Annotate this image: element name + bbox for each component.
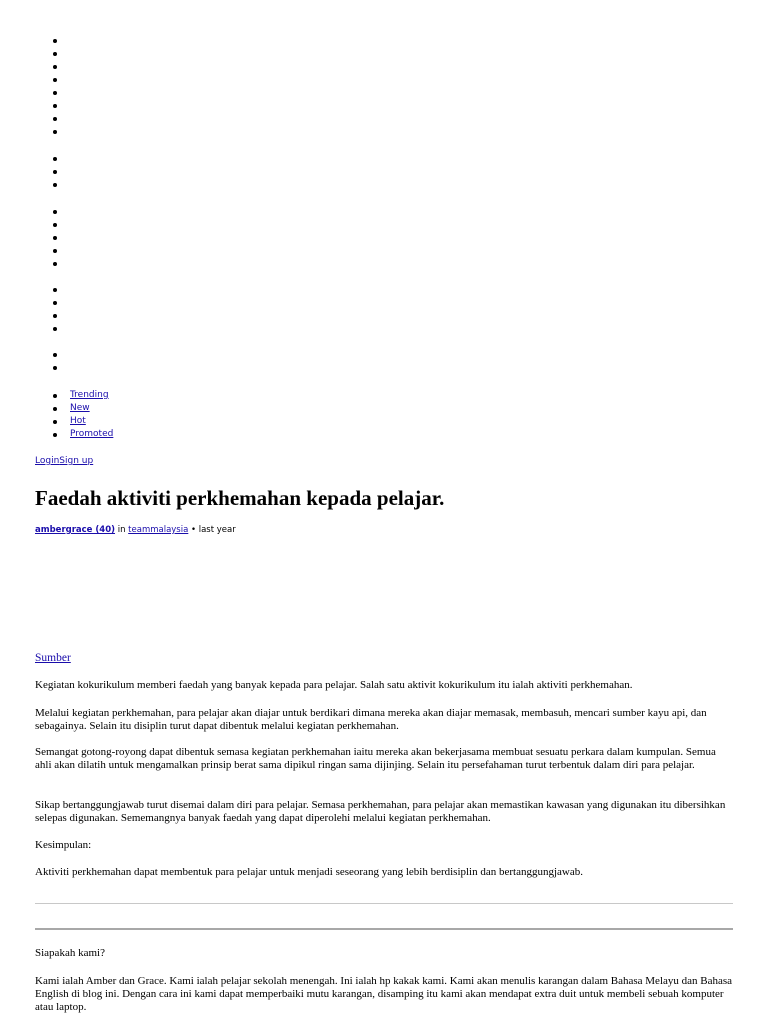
list-bullet xyxy=(53,52,57,56)
list-bullet xyxy=(53,314,57,318)
body-paragraph: Kegiatan kokurikulum memberi faedah yang banyak kepada para pelajar. Salah satu aktivit kokurikulum itu ialah aktiviti perkhemahan. xyxy=(35,679,633,691)
auth-links xyxy=(35,455,93,468)
list-bullet xyxy=(53,78,57,82)
list-bullet xyxy=(53,433,57,437)
source-link[interactable]: Sumber xyxy=(35,652,71,664)
login-link[interactable]: Login xyxy=(35,456,60,466)
body-paragraph: Melalui kegiatan perkhemahan, para pelajar akan diajar untuk berdikari dimana mereka akan diajar memasak, membasuh, mencari sumber kayu api, dan sebagainya. Selain itu disiplin turut dapat dibentuk melalui kegiatan perkhemahan. xyxy=(35,707,707,732)
list-bullet xyxy=(53,407,57,411)
list-bullet xyxy=(53,301,57,305)
list-bullet xyxy=(53,353,57,357)
tab-new-link[interactable]: New xyxy=(70,403,90,413)
divider xyxy=(35,903,733,904)
author-link[interactable]: ambergrace (40) xyxy=(35,525,116,535)
list-bullet xyxy=(53,420,57,424)
list-bullet xyxy=(53,262,57,266)
list-bullet xyxy=(53,327,57,331)
list-bullet xyxy=(53,104,57,108)
list-bullet xyxy=(53,223,57,227)
body-paragraph: Aktiviti perkhemahan dapat membentuk para pelajar untuk menjadi seseorang yang lebih berdisiplin dan bertanggungjawab. xyxy=(35,866,583,878)
body-paragraph: Kesimpulan: xyxy=(35,839,92,851)
list-bullet xyxy=(53,130,57,134)
list-bullet xyxy=(53,91,57,95)
tab-hot-link[interactable]: Hot xyxy=(70,416,86,426)
list-bullet xyxy=(53,117,57,121)
about-text: Kami ialah Amber dan Grace. Kami ialah pelajar sekolah menengah. Ini ialah hp kakak kami. Kami akan menulis karangan dalam Bahasa Melayu dan Bahasa English di blog ini. Dengan cara ini kami dapat memperbaiki mutu karangan, disamping itu kami akan mendapat extra duit untuk membeli sebuah komputer atau laptop. xyxy=(35,975,733,1013)
list-bullet xyxy=(53,366,57,370)
meta-separator: • xyxy=(191,525,197,535)
in-label: in xyxy=(117,525,126,535)
post-title: Faedah aktiviti perkhemahan kepada pelajar. xyxy=(35,486,445,510)
post-meta xyxy=(35,524,236,536)
list-bullet xyxy=(53,157,57,161)
list-bullet xyxy=(53,210,57,214)
list-bullet xyxy=(53,288,57,292)
signup-link[interactable]: Sign up xyxy=(59,456,94,466)
tab-promoted-link[interactable]: Promoted xyxy=(70,429,114,439)
body-paragraph: Sikap bertanggungjawab turut disemai dalam diri para pelajar. Semasa perkhemahan, para pelajar akan memastikan kawasan yang digunakan itu dibersihkan selepas digunakan. Sememangnya banyak faedah yang dapat diperolehi melalui kegiatan perkhemahan. xyxy=(35,799,726,824)
about-heading: Siapakah kami? xyxy=(35,947,105,959)
body-paragraph: Semangat gotong-royong dapat dibentuk semasa kegiatan perkhemahan iaitu mereka akan bekerjasama membuat sesuatu perkara dalam kumpulan. Semua ahli akan dilatih untuk mengamalkan prinsip berat sama dipikul ringan sama dijinjing. Selain itu persefahaman turut terbentuk dalam diri para pelajar. xyxy=(35,746,716,771)
list-bullet xyxy=(53,170,57,174)
list-bullet xyxy=(53,65,57,69)
list-bullet xyxy=(53,249,57,253)
list-bullet xyxy=(53,183,57,187)
divider xyxy=(35,928,733,930)
list-bullet xyxy=(53,39,57,43)
tab-trending-link[interactable]: Trending xyxy=(70,390,109,400)
list-bullet xyxy=(53,236,57,240)
list-bullet xyxy=(53,394,57,398)
post-time: last year xyxy=(198,525,236,535)
category-link[interactable]: teammalaysia xyxy=(128,525,189,535)
